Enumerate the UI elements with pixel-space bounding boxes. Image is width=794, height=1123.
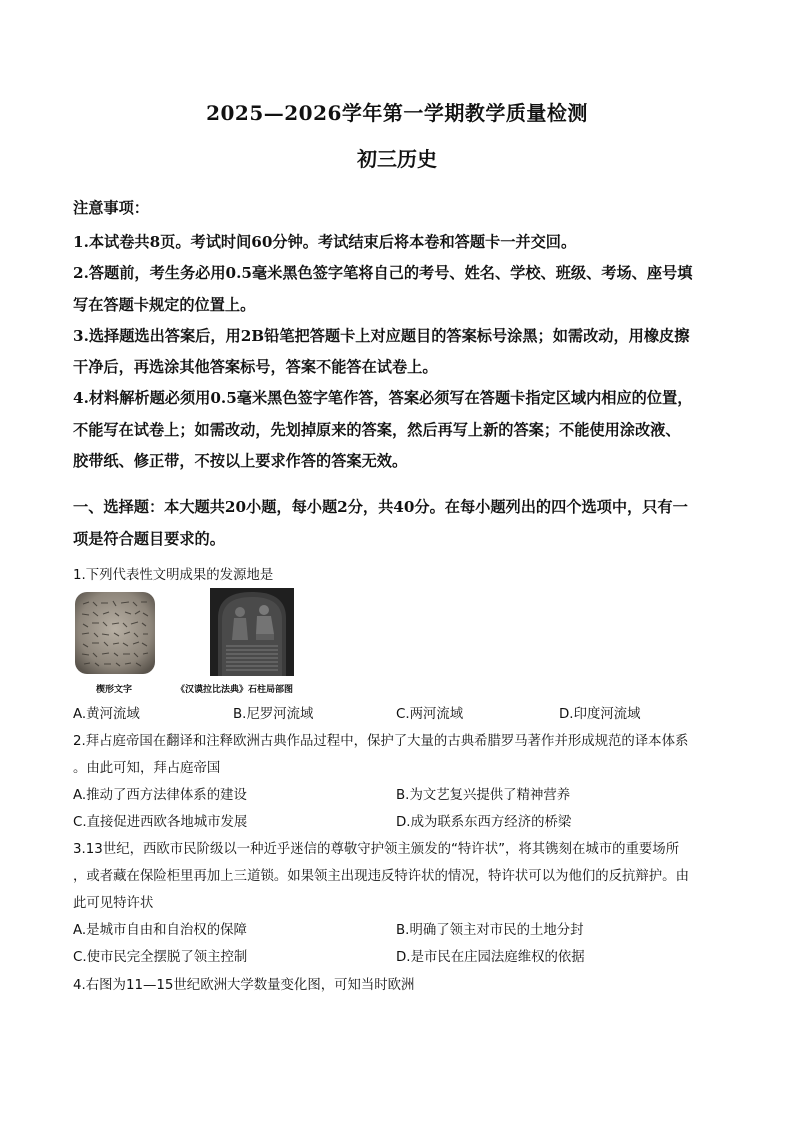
notice-line: 写在答题卡规定的位置上。 — [73, 296, 256, 314]
exam-title: 2025—2026学年第一学期教学质量检测 — [206, 101, 588, 125]
notice-line: 不能写在试卷上；如需改动，先划掉原来的答案，然后再写上新的答案；不能使用涂改液、 — [73, 421, 681, 439]
question-3-stem: 3.13世纪，西欧市民阶级以一种近乎迷信的尊敬守护领主颁发的“特许状”，将其镌刻在城市的重要场所 — [73, 842, 680, 857]
section-heading: 一、选择题：本大题共20小题，每小题2分，共40分。在每小题列出的四个选项中，只有一 — [73, 498, 688, 516]
notice-line: 4.材料解析题必须用0.5毫米黑色签字笔作答，答案必须写在答题卡指定区域内相应的位置， — [73, 389, 693, 407]
notice-heading: 注意事项： — [73, 199, 149, 217]
option-a: A.推动了西方法律体系的建设 — [73, 788, 247, 803]
caption-hammurabi: 《汉谟拉比法典》石柱局部图 — [176, 685, 294, 695]
cuneiform-tablet-image — [73, 590, 157, 676]
hammurabi-stele-image — [210, 588, 294, 676]
option-d: D.是市民在庄园法庭维权的依据 — [396, 950, 585, 965]
question-3-stem: 此可见特许状 — [73, 896, 154, 911]
caption-cuneiform: 楔形文字 — [96, 685, 133, 695]
option-b: B.明确了领主对市民的土地分封 — [396, 923, 584, 938]
option-b: B.尼罗河流域 — [233, 707, 314, 722]
option-b: B.为文艺复兴提供了精神营养 — [396, 788, 571, 803]
option-c: C.直接促进西欧各地城市发展 — [73, 815, 248, 830]
question-4-stem: 4.右图为11—15世纪欧洲大学数量变化图，可知当时欧洲 — [73, 978, 415, 993]
notice-line: 干净后，再选涂其他答案标号，答案不能答在试卷上。 — [73, 358, 438, 376]
question-1-stem: 1.下列代表性文明成果的发源地是 — [73, 568, 274, 583]
option-a: A.是城市自由和自治权的保障 — [73, 923, 247, 938]
exam-subject: 初三历史 — [357, 147, 437, 171]
question-2-stem: 2.拜占庭帝国在翻译和注释欧洲古典作品过程中，保护了大量的古典希腊罗马著作并形成规范的译本体系 — [73, 734, 689, 749]
question-2-stem: 。由此可知，拜占庭帝国 — [73, 761, 221, 776]
notice-line: 胶带纸、修正带，不按以上要求作答的答案无效。 — [73, 452, 408, 470]
option-c: C.两河流域 — [396, 707, 464, 722]
notice-line: 1.本试卷共8页。考试时间60分钟。考试结束后将本卷和答题卡一并交回。 — [73, 233, 577, 251]
option-c: C.使市民完全摆脱了领主控制 — [73, 950, 248, 965]
notice-line: 2.答题前，考生务必用0.5毫米黑色签字笔将自己的考号、姓名、学校、班级、考场、座号填 — [73, 264, 693, 282]
question-3-stem: ，或者藏在保险柜里再加上三道锁。如果领主出现违反特许状的情况，特许状可以为他们的反抗辩护。由 — [73, 869, 689, 884]
notice-line: 3.选择题选出答案后，用2B铅笔把答题卡上对应题目的答案标号涂黑；如需改动，用橡皮擦 — [73, 327, 690, 345]
option-d: D.成为联系东西方经济的桥梁 — [396, 815, 572, 830]
option-a: A.黄河流域 — [73, 707, 140, 722]
section-heading: 项是符合题目要求的。 — [73, 530, 225, 548]
option-d: D.印度河流域 — [559, 707, 641, 722]
